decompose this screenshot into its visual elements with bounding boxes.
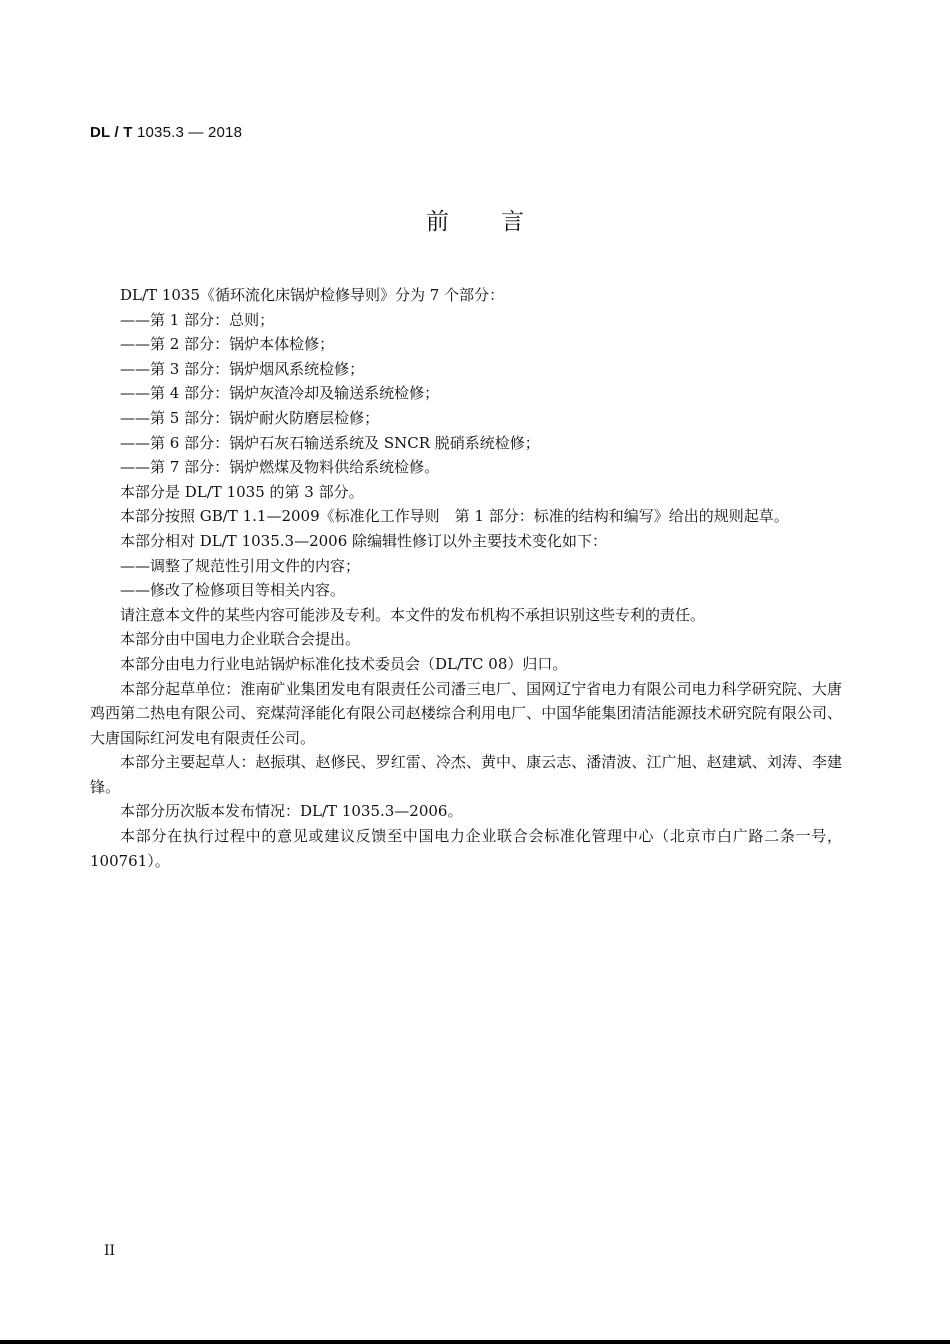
list-item: ——第 3 部分：锅炉烟风系统检修；	[120, 359, 365, 378]
paragraph: 本部分相对 DL/T 1035.3—2006 除编辑性修订以外主要技术变化如下：	[120, 531, 608, 550]
paragraph: 本部分历次版本发布情况：DL/T 1035.3—2006。	[120, 802, 463, 821]
paragraph: 请注意本文件的某些内容可能涉及专利。本文件的发布机构不承担识别这些专利的责任。	[120, 605, 706, 624]
foreword-body	[90, 283, 842, 873]
paragraph: 本部分是 DL/T 1035 的第 3 部分。	[120, 482, 364, 501]
standard-code-prefix: DL / T	[90, 124, 133, 141]
paragraph: 本部分由电力行业电站锅炉标准化技术委员会（DL/TC 08）归口。	[120, 654, 568, 673]
page-title: 前言	[426, 209, 576, 235]
paragraph: 本部分按照 GB/T 1.1—2009《标准化工作导则 第 1 部分：标准的结构和编写》给出的规则起草。	[120, 507, 789, 526]
list-item: ——第 1 部分：总则；	[120, 310, 275, 329]
list-item: ——第 7 部分：锅炉燃煤及物料供给系统检修。	[120, 458, 440, 477]
paragraph: 本部分主要起草人：赵振琪、赵修民、罗红雷、冷杰、黄中、康云志、潘清波、江广旭、赵建斌、刘涛、李建锋。	[90, 753, 842, 796]
list-item: ——修改了检修项目等相关内容。	[120, 581, 346, 600]
list-item: ——第 5 部分：锅炉耐火防磨层检修；	[120, 408, 380, 427]
bottom-border	[0, 1340, 950, 1344]
list-item: ——第 2 部分：锅炉本体检修；	[120, 335, 335, 354]
list-item: ——调整了规范性引用文件的内容；	[120, 556, 361, 575]
paragraph: DL/T 1035《循环流化床锅炉检修导则》分为 7 个部分：	[120, 286, 505, 304]
list-item: ——第 4 部分：锅炉灰渣冷却及输送系统检修；	[120, 384, 440, 403]
paragraph: 本部分在执行过程中的意见或建议反馈至中国电力企业联合会标准化管理中心（北京市白广路二条一号，100761）。	[90, 827, 842, 870]
paragraph: 本部分起草单位：淮南矿业集团发电有限责任公司潘三电厂、国网辽宁省电力有限公司电力科学研究院、大唐鸡西第二热电有限公司、兖煤菏泽能化有限公司赵楼综合利用电厂、中国华能集团清洁能源技术研究院有限公司、大唐国际红河发电有限责任公司。	[90, 679, 842, 747]
page-number: II	[104, 1243, 116, 1259]
paragraph: 本部分由中国电力企业联合会提出。	[120, 630, 361, 649]
standard-code-header	[90, 124, 242, 141]
standard-code-number: 1035.3 — 2018	[132, 124, 243, 141]
list-item: ——第 6 部分：锅炉石灰石输送系统及 SNCR 脱硝系统检修；	[120, 433, 540, 452]
